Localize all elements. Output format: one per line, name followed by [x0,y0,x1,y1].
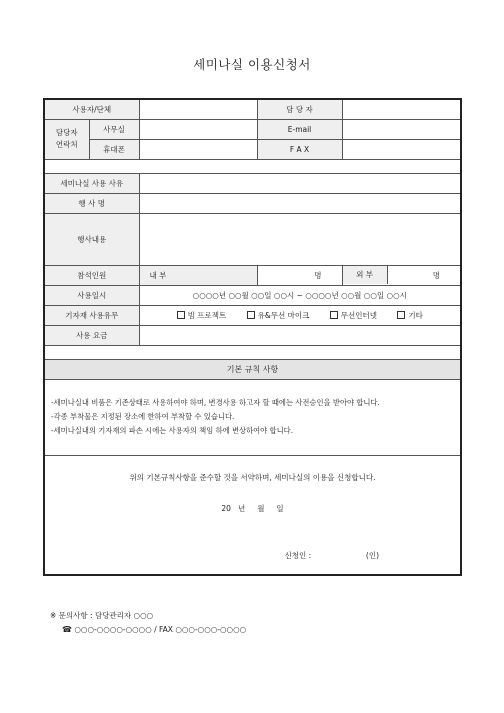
office-label: 사무실 [89,119,139,139]
mobile-label: 휴대폰 [89,139,139,159]
persons-unit: 명 [432,270,441,280]
external-count-field[interactable] [388,270,461,281]
rule-item: -세미나실내 비품은 기존상태로 사용하여야 하며, 변경사용 하고자 할 때에는 사전승인을 받아야 합니다. [51,397,380,407]
mobile-field[interactable] [139,139,257,159]
inquiry-note: ※ 문의사항 : 담당관리자 ○○○ [50,611,154,620]
datetime-label: 사용일시 [44,285,139,305]
event-content-field[interactable] [139,213,461,265]
application-form [43,98,462,576]
checkbox-icon[interactable] [177,311,185,319]
pledge-date[interactable]: 20 년 월 일 [221,503,284,513]
pledge-section [44,455,461,575]
event-name-label: 행 사 명 [44,193,139,213]
external-label: 외 부 [343,266,388,284]
office-field[interactable] [139,119,257,139]
checkbox-icon[interactable] [247,311,255,319]
rules-header: 기본 규칙 사항 [44,359,461,379]
pledge-text: 위의 기본규칙사항을 준수할 것을 서약하며, 세미나실의 이용을 신청합니다. [129,472,376,482]
reason-field[interactable] [139,173,461,193]
reason-label: 세미나실 사용 사유 [44,173,139,193]
fee-label: 사용 요금 [44,325,139,345]
fee-field[interactable] [139,325,461,345]
persons-unit: 명 [314,270,322,280]
attendees-label: 참석인원 [44,265,139,285]
option-microphone[interactable]: 유&무선 마이크 [247,311,310,320]
spacer-row [44,159,461,173]
phone-icon: ☎ [62,625,72,634]
option-other[interactable]: 기타 [397,311,423,320]
external-cell [342,265,461,285]
email-label: E-mail [257,119,342,139]
internal-count-field[interactable] [257,265,342,285]
internal-label-text: 내 부 [149,270,167,280]
datetime-field[interactable]: ○○○○년 ○○월 ○○일 ○○시 ~ ○○○○년 ○○월 ○○일 ○○시 [139,285,461,305]
checkbox-icon[interactable] [330,311,338,319]
manager-label: 담 당 자 [257,99,342,119]
applicant-line [48,550,457,561]
user-group-label: 사용자/단체 [44,99,139,119]
fax-label: F A X [257,139,342,159]
event-content-label: 행사내용 [44,213,139,265]
phone-numbers: ○○○-○○○○-○○○○ / FAX ○○○-○○○-○○○○ [74,625,247,634]
page-title: 세미나실 이용신청서 [193,57,311,72]
fax-field[interactable] [342,139,461,159]
option-wifi[interactable]: 무선인터넷 [330,311,377,320]
spacer-row [44,345,461,359]
contact-label: 담당자 연락처 [44,119,89,159]
rule-item: -세미나실내의 기자재의 파손 시에는 사용자의 책임 하에 변상하여야 합니다. [51,425,294,435]
checkbox-icon[interactable] [397,311,405,319]
rule-item: -각종 부착물은 지정된 장소에 한하여 부착할 수 있습니다. [51,411,235,421]
user-group-field[interactable] [139,99,257,119]
internal-label [139,265,257,285]
contact-line [62,625,246,634]
equipment-label: 기자재 사용유무 [44,305,139,325]
manager-field[interactable] [342,99,461,119]
equipment-options [139,305,461,325]
applicant-label: 신청인 : [284,550,312,560]
event-name-field[interactable] [139,193,461,213]
option-projector[interactable]: 빔 프로젝트 [177,311,227,320]
rules-list [44,379,461,455]
email-field[interactable] [342,119,461,139]
seal-mark: (인) [365,550,380,560]
